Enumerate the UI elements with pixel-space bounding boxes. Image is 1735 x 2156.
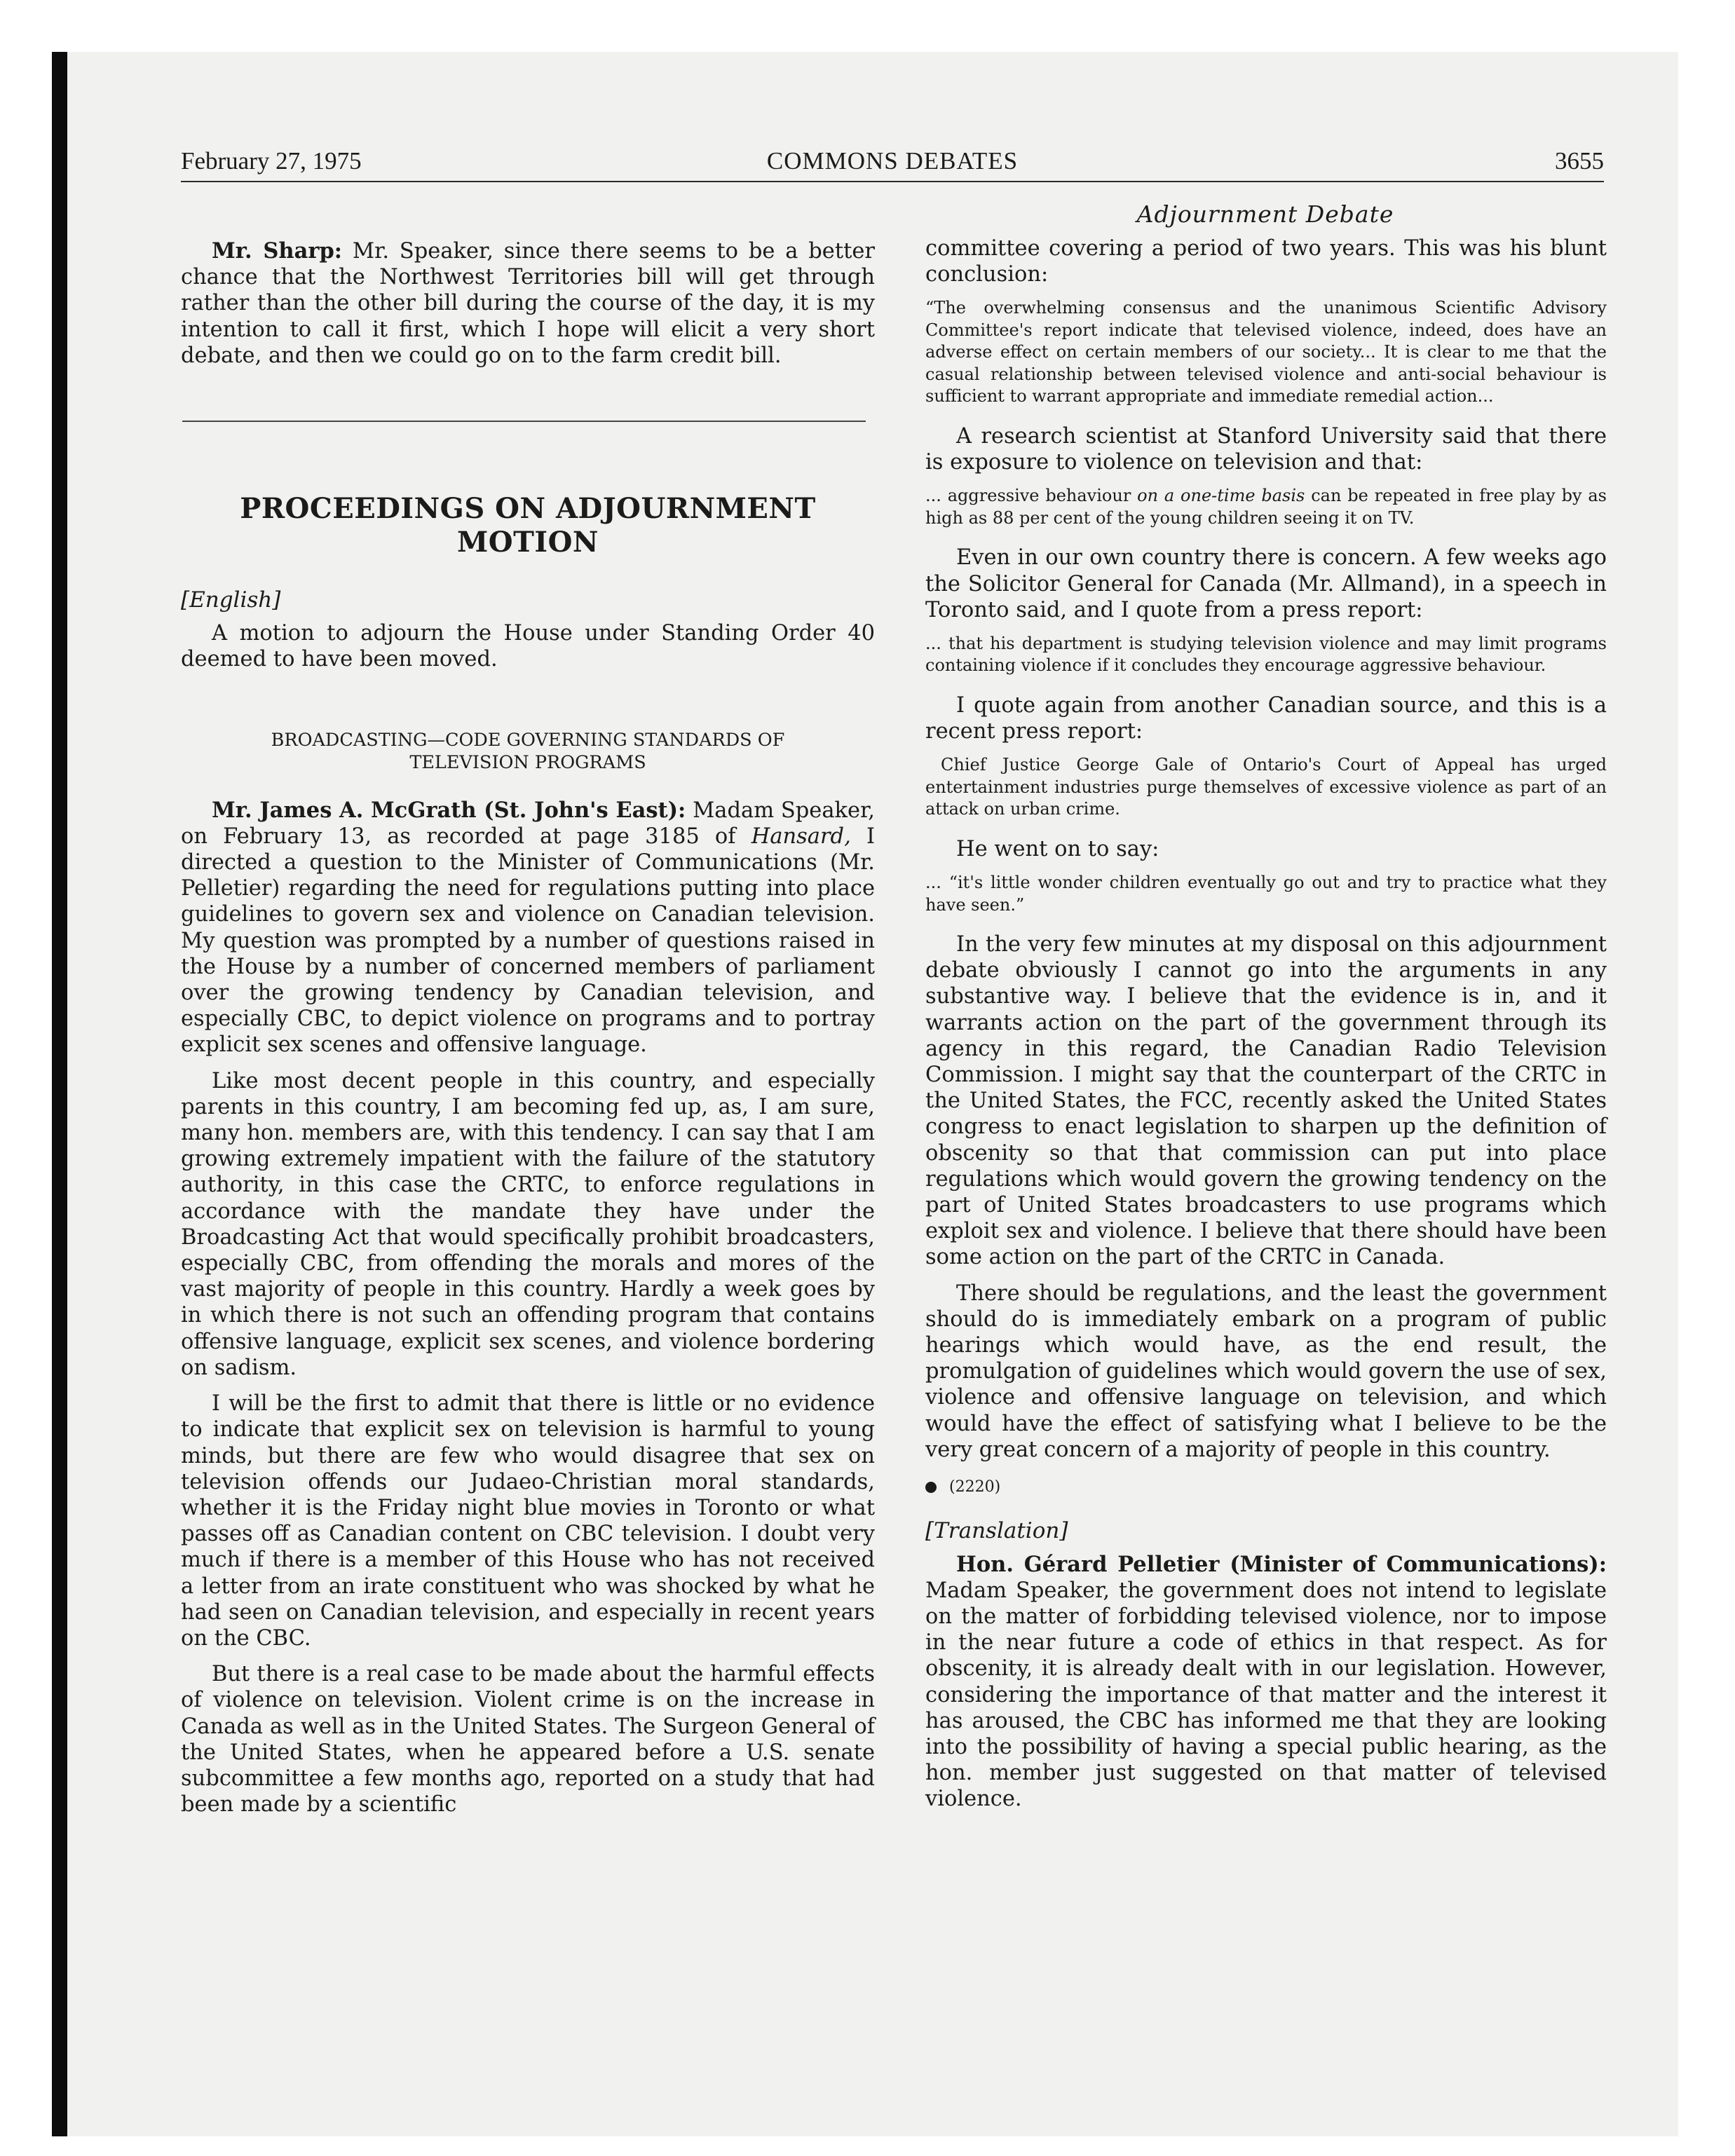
paragraph: committee covering a period of two years. This was his blunt conclusion: xyxy=(925,236,1607,287)
paragraph: There should be regulations, and the least the government should do is immediately embark on a program of public hearings which would have, as the end result, the promulgation of guidelines which would govern the use of sex, violence and offensive language on television, and which would have the effect of satisfying what I believe to be the very great concern of a majority of people in this country. xyxy=(925,1281,1607,1462)
language-marker: [English] xyxy=(181,587,281,613)
right-column xyxy=(925,236,1607,1822)
paragraph: A research scientist at Stanford University said that there is exposure to violence on television and that: xyxy=(925,423,1607,475)
paragraph: He went on to say: xyxy=(956,836,1159,861)
running-head: Adjournment Debate xyxy=(1136,200,1394,228)
speech-text: Madam Speaker, the government does not intend to legislate on the matter of forbidding televised violence, nor to impose in the near future a code of ethics in that respect. As for obscenity, it is already dealt with in our legislation. However, considering the importance of that matter and the interest it has aroused, the CBC has informed me that they are looking into the possibility of having a special public hearing, as the hon. member just suggested on that matter of televised violence. xyxy=(925,1578,1607,1812)
header-title: COMMONS DEBATES xyxy=(766,147,1019,175)
block-quote: ... that his department is studying television violence and may limit programs containing violence if it concludes they encourage aggressive behaviour. xyxy=(925,633,1607,676)
section-heading: PROCEEDINGS ON ADJOURNMENT MOTION xyxy=(240,492,816,559)
paragraph: Even in our own country there is concern. A few weeks ago the Solicitor General for Canada (Mr. Allmand), in a speech in Toronto said, and I quote from a press report: xyxy=(925,545,1607,622)
mcgrath-paragraph: Mr. James A. McGrath (St. John's East): Madam Speaker, on February 13, as recorded at page 3185 of Hansard, I directed a question to the Minister of Communications (Mr. Pelletier) regarding the need for regulations putting into place guidelines to govern sex and violence on Canadian television. My question was prompted by a number of questions raised in the House by a number of concerned members of parliament over the growing tendency by Canadian television, and especially CBC, to depict violence on programs and to portray explicit sex scenes and offensive language. xyxy=(181,797,875,1058)
speech-text: Mr. Speaker, since there seems to be a better chance that the Northwest Territories bill will get through rather than the other bill during the course of the day, it is my intention to call it first, which I hope will elicit a very short debate, and then we could go on to the farm credit bill. xyxy=(181,239,875,368)
speaker-name: Mr. Sharp: xyxy=(212,238,343,264)
block-quote: “The overwhelming consensus and the unanimous Scientific Advisory Committee's report indicate that televised violence, indeed, does have an adverse effect on certain members of our society... It is clear to me that the casual relationship between televised violence and anti-social behaviour is sufficient to warrant appropriate and immediate remedial action... xyxy=(925,298,1607,407)
block-quote: ... aggressive behaviour on a one-time basis can be repeated in free play by as high as 88 per cent of the young children seeing it on TV. xyxy=(925,486,1607,528)
paragraph: I will be the first to admit that there is little or no evidence to indicate that explicit sex on television is harmful to young minds, but there are few who would disagree that sex on television offends our Judaeo-Christian moral standards, whether it is the Friday night blue movies in Toronto or what passes off as Canadian content on CBC television. I doubt very much if there is a member of this House who has not received a letter from an irate constituent who was shocked by what he had seen on Canadian television, and especially in recent years on the CBC. xyxy=(181,1391,875,1651)
paragraph: In the very few minutes at my disposal on this adjournment debate obviously I cannot go into the arguments in any substantive way. I believe that the evidence is in, and it warrants action on the part of the government through its agency in this regard, the Canadian Radio Television Commission. I might say that the counterpart of the CRTC in the United States, the FCC, recently asked the United States congress to enact legislation to sharpen up the definition of obscenity so that that commission can put into place regulations which would govern the growing tendency on the part of United States broadcasters to use programs which exploit sex and violence. I believe that there should have been some action on the part of the CRTC in Canada. xyxy=(925,932,1607,1270)
pelletier-paragraph xyxy=(925,1552,1607,1813)
page-header xyxy=(181,144,1604,182)
hansard-ref: Hansard, xyxy=(751,824,851,849)
motion-paragraph: A motion to adjourn the House under Standing Order 40 deemed to have been moved. xyxy=(181,621,875,672)
bullet-icon xyxy=(925,1482,937,1493)
time-marker xyxy=(925,1474,1607,1500)
time-marker-text: (2220) xyxy=(949,1478,1001,1496)
language-marker: [Translation] xyxy=(925,1518,1068,1544)
sharp-paragraph xyxy=(181,238,875,369)
topic-subheading: BROADCASTING—CODE GOVERNING STANDARDS OF TELEVISION PROGRAMS xyxy=(271,729,785,773)
left-column xyxy=(181,238,875,1827)
speaker-name: Mr. James A. McGrath (St. John's East): xyxy=(212,797,686,823)
paragraph: Like most decent people in this country, and especially parents in this country, I am becoming fed up, as, I am sure, many hon. members are, with this tendency. I can say that I am growing extremely impatient with the failure of the statutory authority, in this case the CRTC, to enforce regulations in accordance with the mandate they have under the Broadcasting Act that would specifically prohibit broadcasters, especially CBC, from offending the morals and mores of the vast majority of people in this country. Hardly a week goes by in which there is not such an offending program that contains offensive language, explicit sex scenes, and violence bordering on sadism. xyxy=(181,1068,875,1380)
section-divider xyxy=(182,421,866,422)
block-quote: ... “it's little wonder children eventually go out and try to practice what they have seen.” xyxy=(925,873,1607,915)
block-quote: Chief Justice George Gale of Ontario's Court of Appeal has urged entertainment industries purge themselves of excessive violence as part of an attack on urban crime. xyxy=(925,755,1607,819)
page-number: 3655 xyxy=(1555,147,1604,175)
header-date: February 27, 1975 xyxy=(181,147,362,175)
speaker-name: Hon. Gérard Pelletier (Minister of Communications): xyxy=(956,1551,1607,1577)
paragraph: I quote again from another Canadian source, and this is a recent press report: xyxy=(925,692,1607,744)
paragraph: But there is a real case to be made about the harmful effects of violence on television. Violent crime is on the increase in Canada as well as in the United States. The Surgeon General of the United States, when he appeared before a U.S. senate subcommittee a few months ago, reported on a study that had been made by a scientific xyxy=(181,1662,875,1817)
binding-edge xyxy=(52,52,67,2136)
